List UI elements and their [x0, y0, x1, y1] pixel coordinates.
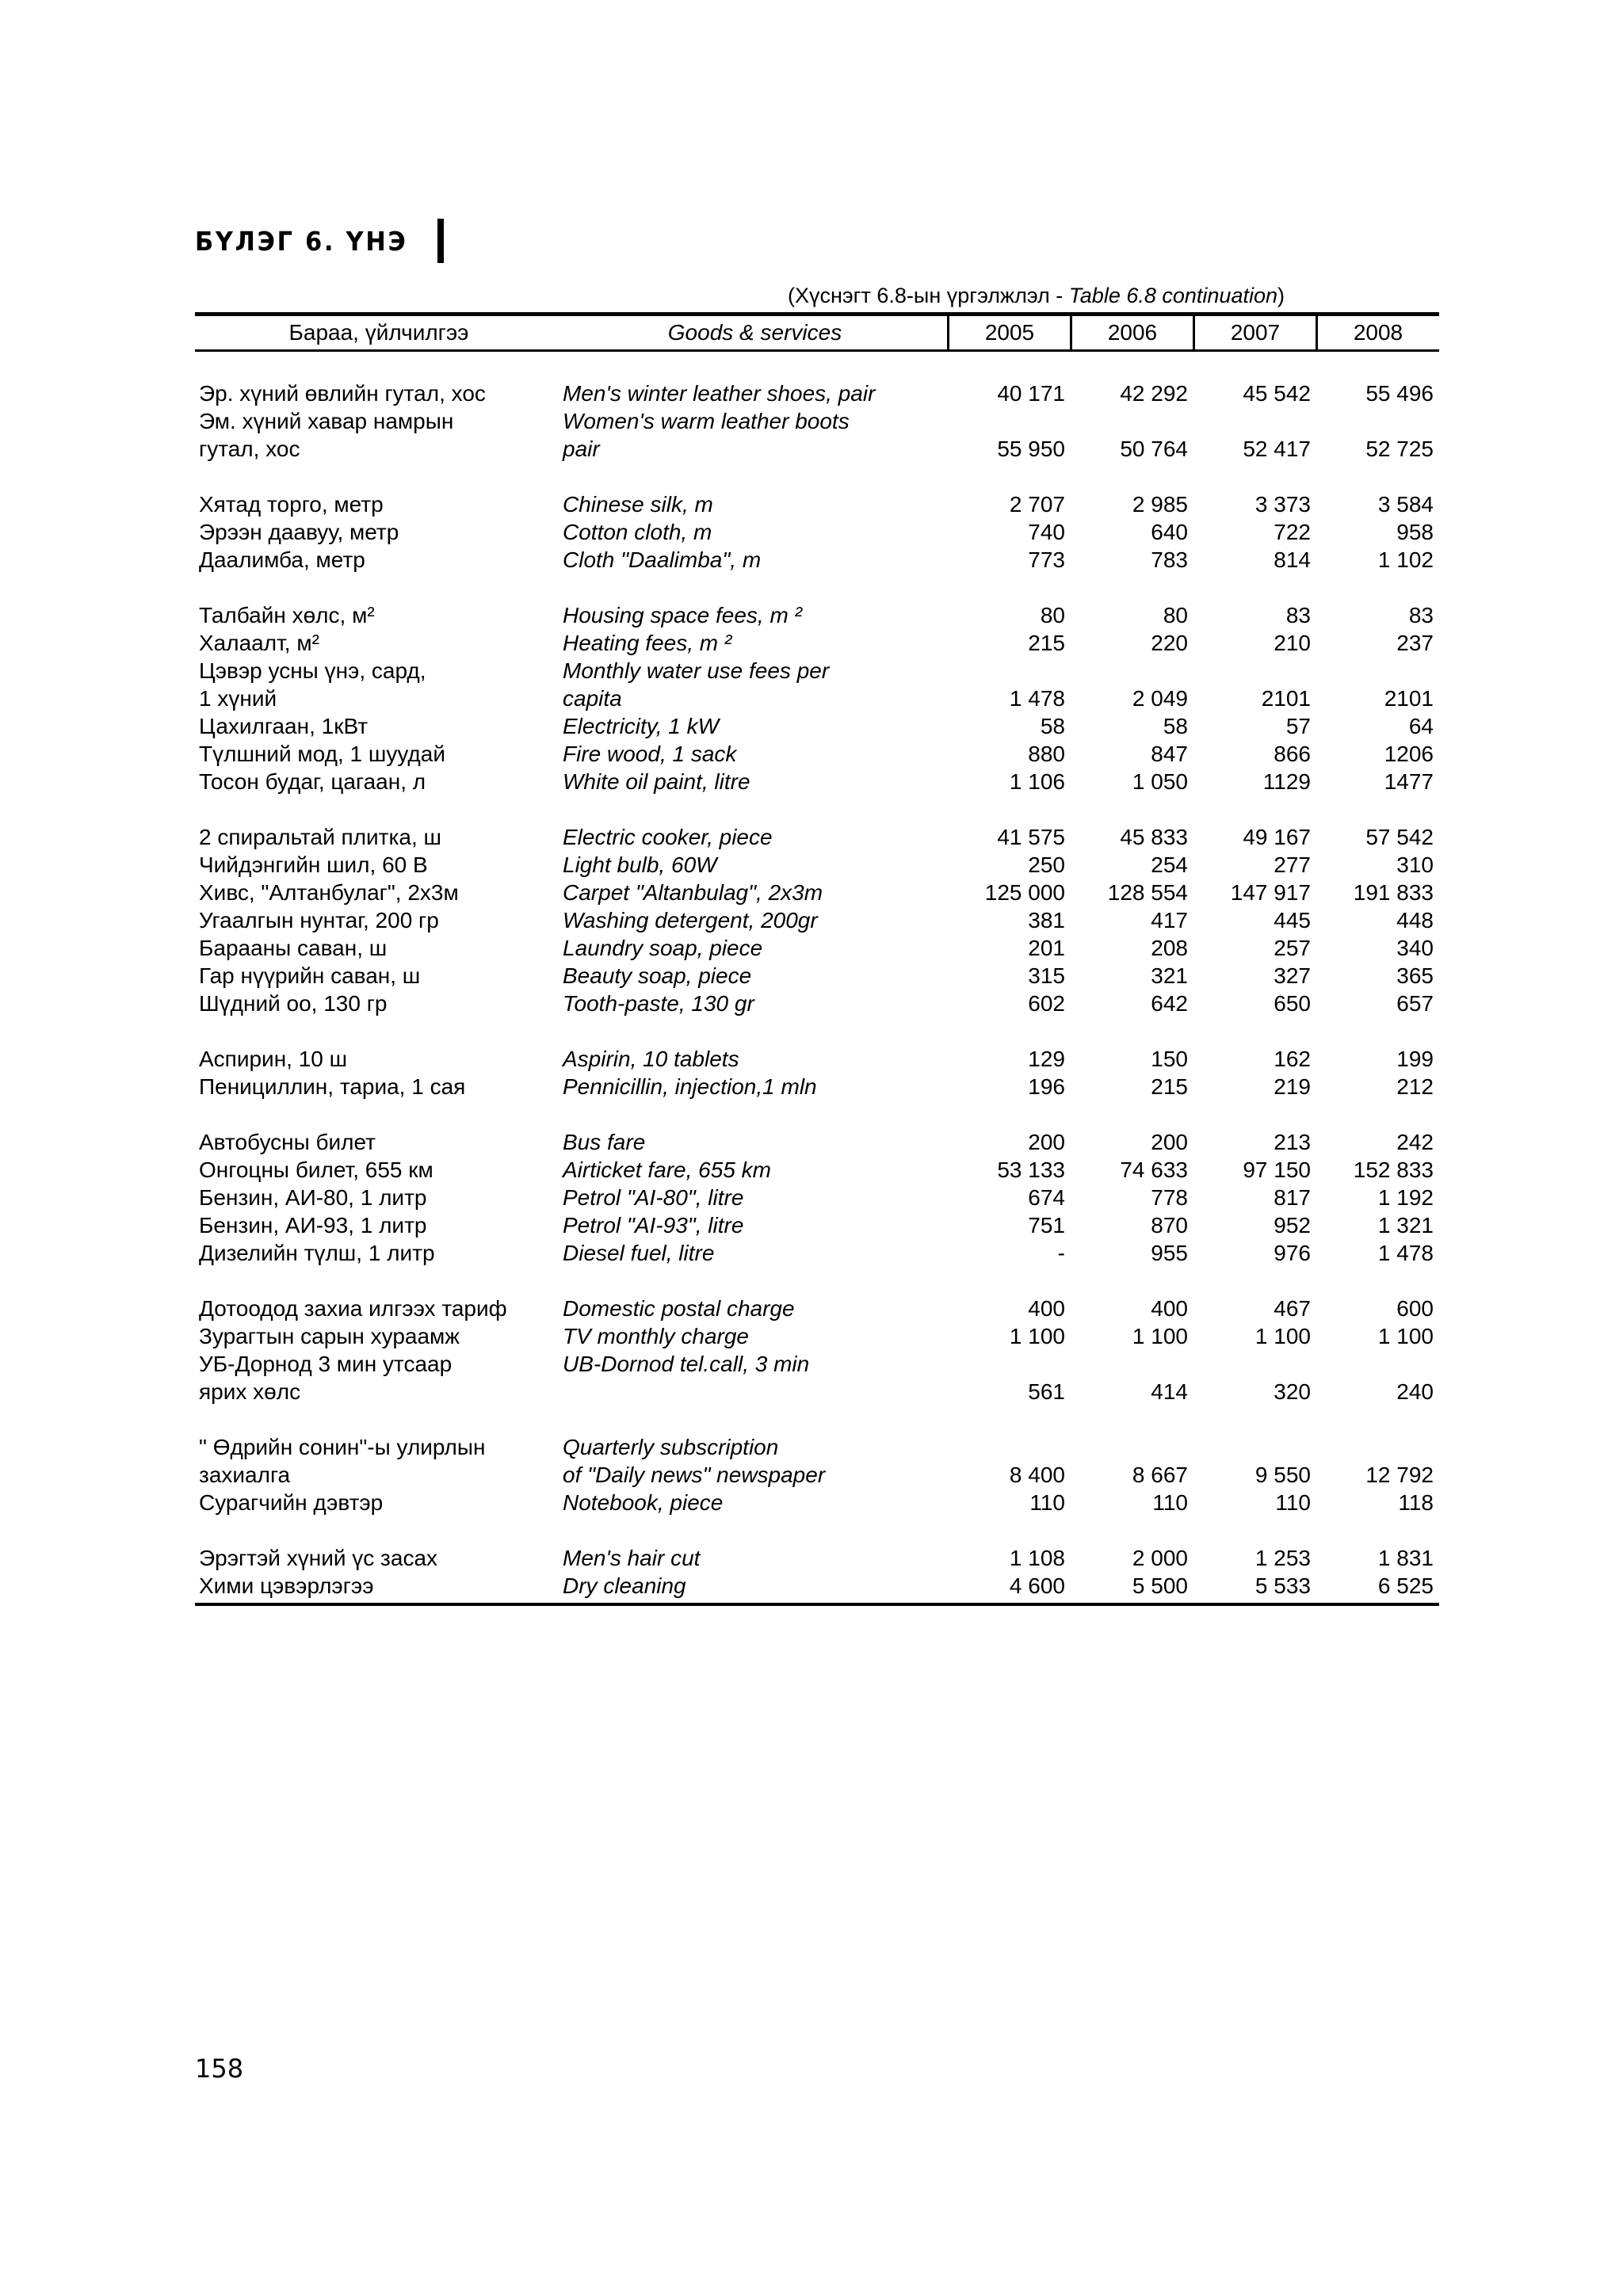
- row-label-en: Men's hair cut: [563, 1546, 701, 1570]
- row-label-en: Men's winter leather shoes, pair: [563, 381, 876, 406]
- row-label-en: Petrol "AI-80", litre: [563, 1185, 744, 1210]
- value-2008: 52 725: [1365, 437, 1434, 461]
- value-2007: 866: [1274, 742, 1311, 766]
- row-label-mn: Пенициллин, тариа, 1 сая: [199, 1074, 466, 1099]
- value-2007: 320: [1274, 1379, 1311, 1404]
- value-2007: 162: [1274, 1047, 1311, 1071]
- value-2006: 45 833: [1120, 825, 1188, 849]
- value-2005: 4 600: [1009, 1573, 1065, 1598]
- value-2005: 674: [1028, 1185, 1065, 1210]
- table-row: [195, 740, 1439, 768]
- table-row: [195, 1295, 1439, 1322]
- value-2007: 3 373: [1254, 492, 1311, 517]
- chapter-bar: [437, 219, 444, 263]
- value-2005: 40 171: [997, 381, 1065, 406]
- table-row: [195, 685, 1439, 712]
- row-label-mn: Даалимба, метр: [199, 547, 365, 572]
- value-2008: 199: [1396, 1047, 1434, 1071]
- row-label-mn: Автобусны билет: [199, 1130, 376, 1154]
- row-label-en: Light bulb, 60W: [563, 852, 717, 877]
- value-2006: [1070, 407, 1193, 435]
- table-row: [195, 407, 1439, 435]
- table-row: [195, 518, 1439, 546]
- value-2007: 445: [1274, 908, 1311, 933]
- row-label-mn: Дотоодод захиа илгээх тариф: [199, 1296, 507, 1321]
- row-label-mn: Талбайн хөлс, м²: [199, 603, 375, 627]
- table-row: [195, 1184, 1439, 1211]
- value-2006: 1 050: [1132, 769, 1188, 794]
- row-label-mn: Гар нүүрийн саван, ш: [199, 963, 421, 988]
- table-row: [195, 1239, 1439, 1267]
- value-2005: 561: [1028, 1379, 1065, 1404]
- row-label-en: Housing space fees, m ²: [563, 603, 802, 627]
- value-2005: 773: [1028, 547, 1065, 572]
- table-row: [195, 1378, 1439, 1405]
- value-2008: 448: [1396, 908, 1434, 933]
- value-2007: 1129: [1262, 769, 1311, 794]
- value-2005: 215: [1028, 631, 1065, 655]
- value-2005: 58: [1040, 714, 1065, 738]
- value-2006: 80: [1163, 603, 1188, 627]
- row-label-en: Washing detergent, 200gr: [563, 908, 818, 933]
- value-2007: 327: [1274, 963, 1311, 988]
- value-2007: 722: [1274, 520, 1311, 544]
- table-row: [195, 768, 1439, 795]
- row-label-mn: Зурагтын сарын хураамж: [199, 1324, 460, 1348]
- col-head-2008: 2008: [1316, 316, 1438, 349]
- value-2008: 1477: [1384, 769, 1434, 794]
- value-2008: 55 496: [1365, 381, 1434, 406]
- value-2006: 74 633: [1120, 1158, 1188, 1182]
- row-label-mn: Сурагчийн дэвтэр: [199, 1490, 384, 1515]
- value-2008: 1206: [1384, 742, 1434, 766]
- value-2008: 310: [1396, 852, 1434, 877]
- value-2008: 6 525: [1377, 1573, 1434, 1598]
- value-2007: 814: [1274, 547, 1311, 572]
- value-2006: 2 049: [1132, 686, 1188, 711]
- row-label-mn: Цахилгаан, 1кВт: [199, 714, 369, 738]
- col-head-2005: 2005: [947, 316, 1070, 349]
- row-label-en: Dry cleaning: [563, 1573, 686, 1598]
- col-head-2007: 2007: [1193, 316, 1316, 349]
- value-2008: 1 100: [1377, 1324, 1434, 1348]
- value-2006: [1070, 1433, 1193, 1461]
- value-2006: [1070, 657, 1193, 685]
- row-label-mn: Цэвэр усны үнэ, сард,: [199, 658, 426, 683]
- value-2006: 215: [1151, 1074, 1188, 1099]
- table-row: [195, 990, 1439, 1017]
- value-2005: 125 000: [984, 880, 1065, 905]
- table-row: [195, 1322, 1439, 1350]
- col-head-2006: 2006: [1070, 316, 1193, 349]
- value-2006: 8 667: [1132, 1463, 1188, 1487]
- value-2005: [947, 1350, 1070, 1378]
- table-row: [195, 601, 1439, 629]
- value-2005: [947, 407, 1070, 435]
- value-2006: 254: [1151, 852, 1188, 877]
- table-row: [195, 1572, 1439, 1600]
- value-2005: 129: [1028, 1047, 1065, 1071]
- value-2006: 42 292: [1120, 381, 1188, 406]
- row-label-mn: Бензин, АИ-80, 1 литр: [199, 1185, 427, 1210]
- value-2007: 817: [1274, 1185, 1311, 1210]
- row-label-mn: Эм. хүний хавар намрын: [199, 409, 454, 433]
- value-2005: 196: [1028, 1074, 1065, 1099]
- value-2005: 740: [1028, 520, 1065, 544]
- value-2006: 5 500: [1132, 1573, 1188, 1598]
- value-2005: 8 400: [1009, 1463, 1065, 1487]
- value-2006: 208: [1151, 936, 1188, 960]
- value-2007: 1 253: [1254, 1546, 1311, 1570]
- value-2008: 657: [1396, 991, 1434, 1016]
- row-label-mn: ярих хөлс: [199, 1379, 301, 1404]
- value-2006: [1070, 1350, 1193, 1378]
- value-2006: 640: [1151, 520, 1188, 544]
- value-2008: 3 584: [1377, 492, 1434, 517]
- row-label-en: Petrol "AI-93", litre: [563, 1213, 744, 1238]
- chapter-header: [195, 219, 444, 263]
- page-number: 158: [195, 2054, 244, 2084]
- chapter-title: БҮЛЭГ 6. ҮНЭ: [195, 225, 408, 257]
- value-2005: 200: [1028, 1130, 1065, 1154]
- row-label-en: UB-Dornod tel.call, 3 min: [563, 1352, 810, 1376]
- table-row: [195, 1350, 1439, 1378]
- value-2007: 210: [1274, 631, 1311, 655]
- row-label-en: TV monthly charge: [563, 1324, 749, 1348]
- value-2007: 5 533: [1254, 1573, 1311, 1598]
- row-label-en: pair: [563, 437, 600, 461]
- row-label-mn: Дизелийн түлш, 1 литр: [199, 1241, 435, 1265]
- row-label-mn: Барааны саван, ш: [199, 936, 388, 960]
- row-label-en: of "Daily news" newspaper: [563, 1463, 826, 1487]
- row-label-en: capita: [563, 686, 622, 711]
- value-2005: 880: [1028, 742, 1065, 766]
- row-label-mn: Эрэгтэй хүний үс засах: [199, 1546, 438, 1570]
- table-row: [195, 657, 1439, 685]
- value-2007: [1193, 1433, 1316, 1461]
- caption-en: Table 6.8 continuation: [1068, 284, 1277, 307]
- row-label-mn: 2 спиральтай плитка, ш: [199, 825, 441, 849]
- table-row: [195, 1489, 1439, 1516]
- row-label-en: Cloth "Daalimba", m: [563, 547, 762, 572]
- table-row: [195, 1128, 1439, 1156]
- value-2005: 1 106: [1009, 769, 1065, 794]
- value-2006: 847: [1151, 742, 1188, 766]
- value-2006: 778: [1151, 1185, 1188, 1210]
- table-row: [195, 851, 1439, 879]
- value-2006: 417: [1151, 908, 1188, 933]
- value-2007: 147 917: [1230, 880, 1311, 905]
- value-2007: 257: [1274, 936, 1311, 960]
- table-row: [195, 546, 1439, 574]
- value-2008: 1 478: [1377, 1241, 1434, 1265]
- value-2006: 110: [1152, 1490, 1188, 1515]
- value-2008: 64: [1408, 714, 1434, 738]
- row-label-en: Tooth-paste, 130 gr: [563, 991, 754, 1016]
- row-label-en: Diesel fuel, litre: [563, 1241, 715, 1265]
- value-2006: 642: [1151, 991, 1188, 1016]
- value-2007: 213: [1274, 1130, 1311, 1154]
- row-label-mn: Түлшний мод, 1 шуудай: [199, 742, 445, 766]
- value-2006: 870: [1151, 1213, 1188, 1238]
- value-2005: [947, 657, 1070, 685]
- value-2005: 751: [1028, 1213, 1065, 1238]
- table-row: [195, 1073, 1439, 1100]
- value-2008: 57 542: [1365, 825, 1434, 849]
- value-2005: 602: [1028, 991, 1065, 1016]
- value-2005: 1 108: [1009, 1546, 1065, 1570]
- table-row: [195, 1211, 1439, 1239]
- row-label-en: Electric cooker, piece: [563, 825, 773, 849]
- value-2007: 976: [1274, 1241, 1311, 1265]
- value-2005: 1 478: [1009, 686, 1065, 711]
- value-2005: [947, 1433, 1070, 1461]
- table-row: [195, 435, 1439, 463]
- row-label-mn: Угаалгын нунтаг, 200 гр: [199, 908, 439, 933]
- row-label-en: Fire wood, 1 sack: [563, 742, 737, 766]
- value-2008: 600: [1396, 1296, 1434, 1321]
- table-row: [195, 379, 1439, 407]
- row-label-en: Chinese silk, m: [563, 492, 713, 517]
- row-label-mn: захиалга: [199, 1463, 291, 1487]
- value-2005: 250: [1028, 852, 1065, 877]
- table-row: [195, 1461, 1439, 1489]
- row-label-mn: Хивс, "Алтанбулаг", 2х3м: [199, 880, 459, 905]
- table-row: [195, 1433, 1439, 1461]
- value-2006: 414: [1151, 1379, 1188, 1404]
- value-2008: 958: [1396, 520, 1434, 544]
- price-table: [195, 312, 1439, 1606]
- value-2008: 118: [1398, 1490, 1434, 1515]
- row-label-en: Pennicillin, injection,1 mln: [563, 1074, 817, 1099]
- value-2006: 50 764: [1120, 437, 1188, 461]
- value-2007: 277: [1274, 852, 1311, 877]
- row-label-mn: Чийдэнгийн шил, 60 В: [199, 852, 428, 877]
- value-2005: 2 707: [1009, 492, 1065, 517]
- value-2008: [1316, 657, 1438, 685]
- value-2007: [1193, 657, 1316, 685]
- value-2008: 242: [1396, 1130, 1434, 1154]
- value-2006: 321: [1151, 963, 1188, 988]
- value-2008: 83: [1408, 603, 1434, 627]
- table-row: [195, 906, 1439, 934]
- table-bottom-rule: [195, 1603, 1439, 1606]
- value-2007: 45 542: [1243, 381, 1311, 406]
- row-label-en: Laundry soap, piece: [563, 936, 763, 960]
- value-2008: 365: [1396, 963, 1434, 988]
- value-2007: 97 150: [1243, 1158, 1311, 1182]
- value-2007: 219: [1274, 1074, 1311, 1099]
- row-label-mn: гутал, хос: [199, 437, 300, 461]
- row-label-mn: Шүдний оо, 130 гр: [199, 991, 388, 1016]
- caption-close: ): [1277, 284, 1285, 307]
- row-label-en: White oil paint, litre: [563, 769, 750, 794]
- table-row: [195, 1156, 1439, 1184]
- value-2008: 212: [1396, 1074, 1434, 1099]
- row-label-mn: Аспирин, 10 ш: [199, 1047, 348, 1071]
- value-2008: [1316, 1433, 1438, 1461]
- row-label-en: Cotton cloth, m: [563, 520, 712, 544]
- row-label-en: Notebook, piece: [563, 1490, 724, 1515]
- value-2005: 41 575: [997, 825, 1065, 849]
- value-2005: 1 100: [1009, 1324, 1065, 1348]
- table-row: [195, 962, 1439, 990]
- table-row: [195, 823, 1439, 851]
- table-row: [195, 1045, 1439, 1073]
- row-label-mn: Хятад торго, метр: [199, 492, 384, 517]
- row-label-en: Airticket fare, 655 km: [563, 1158, 771, 1182]
- table-row: [195, 879, 1439, 906]
- value-2008: 12 792: [1365, 1463, 1434, 1487]
- row-label-en: Beauty soap, piece: [563, 963, 752, 988]
- row-label-en: Bus fare: [563, 1130, 646, 1154]
- row-label-mn: Эр. хүний өвлийн гутал, хос: [199, 381, 486, 406]
- table-row: [195, 934, 1439, 962]
- row-label-en: Heating fees, m ²: [563, 631, 732, 655]
- value-2008: 1 102: [1377, 547, 1434, 572]
- value-2008: 340: [1396, 936, 1434, 960]
- row-label-mn: Онгоцны билет, 655 км: [199, 1158, 433, 1182]
- value-2008: 191 833: [1353, 880, 1434, 905]
- table-caption: [195, 284, 1439, 308]
- value-2005: 80: [1040, 603, 1065, 627]
- row-label-en: Carpet "Altanbulag", 2x3m: [563, 880, 823, 905]
- value-2008: [1316, 407, 1438, 435]
- value-2007: 57: [1285, 714, 1311, 738]
- value-2006: 200: [1151, 1130, 1188, 1154]
- value-2007: 83: [1285, 603, 1311, 627]
- row-label-en: Women's warm leather boots: [563, 409, 850, 433]
- value-2008: 1 321: [1377, 1213, 1434, 1238]
- row-label-mn: 1 хүний: [199, 686, 277, 711]
- table-row: [195, 490, 1439, 518]
- value-2008: [1316, 1350, 1438, 1378]
- value-2005: 315: [1028, 963, 1065, 988]
- value-2005: 381: [1028, 908, 1065, 933]
- col-head-mn: Бараа, үйлчилгээ: [288, 320, 469, 345]
- value-2007: 2101: [1261, 686, 1311, 711]
- value-2008: 240: [1396, 1379, 1434, 1404]
- value-2007: [1193, 407, 1316, 435]
- value-2006: 128 554: [1107, 880, 1188, 905]
- caption-mn: (Хүснэгт 6.8-ын үргэлжлэл -: [787, 284, 1069, 307]
- row-label-en: [563, 1378, 947, 1405]
- value-2008: 1 192: [1377, 1185, 1434, 1210]
- table-body: [195, 379, 1439, 1600]
- row-label-mn: Хими цэвэрлэгээ: [199, 1573, 374, 1598]
- row-label-en: Domestic postal charge: [563, 1296, 795, 1321]
- value-2007: 650: [1274, 991, 1311, 1016]
- value-2008: 2101: [1384, 686, 1434, 711]
- row-label-mn: Эрээн даавуу, метр: [199, 520, 399, 544]
- value-2006: 783: [1151, 547, 1188, 572]
- value-2006: 2 985: [1132, 492, 1188, 517]
- column-header: [195, 316, 1439, 349]
- value-2007: 9 550: [1254, 1463, 1311, 1487]
- row-label-mn: УБ-Дорнод 3 мин утсаар: [199, 1352, 453, 1376]
- value-2007: 110: [1275, 1490, 1311, 1515]
- row-label-en: Electricity, 1 kW: [563, 714, 720, 738]
- row-label-en: Monthly water use fees per: [563, 658, 830, 683]
- value-2006: 955: [1151, 1241, 1188, 1265]
- value-2005: 53 133: [997, 1158, 1065, 1182]
- value-2005: 110: [1029, 1490, 1065, 1515]
- value-2006: 220: [1151, 631, 1188, 655]
- row-label-en: Quarterly subscription: [563, 1435, 779, 1459]
- value-2007: 52 417: [1243, 437, 1311, 461]
- value-2008: 152 833: [1353, 1158, 1434, 1182]
- value-2005: 55 950: [997, 437, 1065, 461]
- value-2006: 1 100: [1132, 1324, 1188, 1348]
- row-label-mn: Халаалт, м²: [199, 631, 319, 655]
- value-2005: 400: [1028, 1296, 1065, 1321]
- table-header-rule: [195, 349, 1439, 352]
- row-label-mn: Тосон будаг, цагаан, л: [199, 769, 426, 794]
- value-2007: [1193, 1350, 1316, 1378]
- row-label-en: Aspirin, 10 tablets: [563, 1047, 739, 1071]
- value-2007: 467: [1274, 1296, 1311, 1321]
- value-2007: 952: [1274, 1213, 1311, 1238]
- table-row: [195, 629, 1439, 657]
- value-2008: 1 831: [1377, 1546, 1434, 1570]
- value-2005: -: [1057, 1241, 1065, 1265]
- row-label-mn: Бензин, АИ-93, 1 литр: [199, 1213, 427, 1238]
- value-2008: 237: [1396, 631, 1434, 655]
- value-2006: 58: [1163, 714, 1188, 738]
- table-row: [195, 1544, 1439, 1572]
- col-head-en: Goods & services: [667, 320, 842, 345]
- value-2005: 201: [1028, 936, 1065, 960]
- value-2006: 150: [1151, 1047, 1188, 1071]
- value-2007: 49 167: [1243, 825, 1311, 849]
- value-2007: 1 100: [1254, 1324, 1311, 1348]
- value-2006: 400: [1151, 1296, 1188, 1321]
- value-2006: 2 000: [1132, 1546, 1188, 1570]
- table-row: [195, 712, 1439, 740]
- row-label-mn: " Өдрийн сонин"-ы улирлын: [199, 1435, 486, 1459]
